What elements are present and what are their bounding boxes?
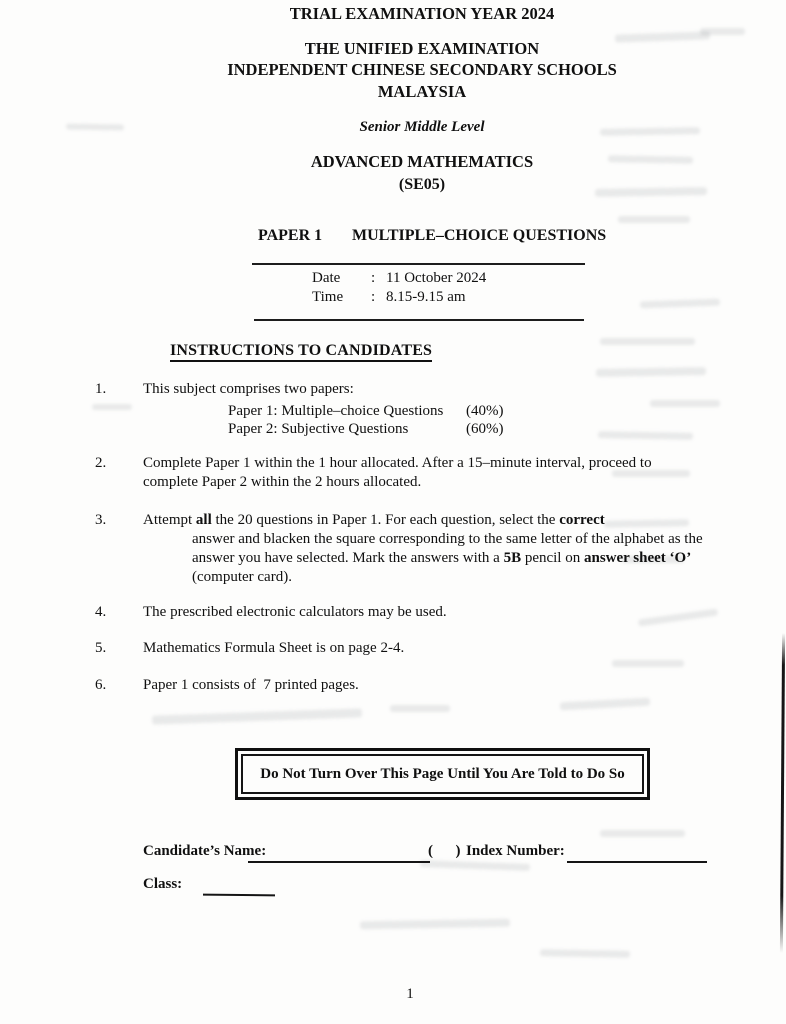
paper-number-label: PAPER 1 [258,227,323,244]
paper1-item: Paper 1: Multiple–choice Questions [228,403,444,419]
paper1-weight: (40%) [466,403,504,419]
instruction-3-line2: answer and blacken the square corresponding to the same letter of the alphabet as the [192,531,703,547]
instruction-2-line1: Complete Paper 1 within the 1 hour allocated. After a 15–minute interval, proceed to [143,455,652,471]
date-value: 11 October 2024 [386,270,487,286]
org-name-line1: THE UNIFIED EXAMINATION [304,39,540,58]
instruction-3-seg: answer you have selected. Mark the answers with a [192,550,504,566]
index-number-line [567,861,707,863]
instruction-5-text: Mathematics Formula Sheet is on page 2-4. [143,640,405,656]
instruction-3-seg-bold: correct [559,512,605,528]
bleedthrough-artifact [420,860,530,871]
candidate-name-line [248,861,430,863]
bleedthrough-artifact [360,919,510,930]
time-value: 8.15-9.15 am [386,289,466,305]
org-name-line2: INDEPENDENT CHINESE SECONDARY SCHOOLS [227,60,617,79]
paper2-weight: (60%) [466,421,504,437]
class-label: Class: [143,876,183,892]
instruction-3-seg: pencil on [521,550,584,566]
candidate-paren: ( ) [428,843,461,859]
instruction-5-number: 5. [95,640,107,656]
page-number: 1 [406,986,414,1002]
paper2-item: Paper 2: Subjective Questions [228,421,409,437]
bleedthrough-artifact [600,338,695,345]
bleedthrough-artifact [152,708,362,724]
instruction-3-seg: Attempt [143,512,196,528]
schedule-bottom-rule [254,319,584,321]
instruction-3-number: 3. [95,512,107,528]
bleedthrough-artifact [596,367,706,377]
bleedthrough-artifact [618,216,690,223]
instructions-heading-wrap [170,342,432,360]
bleedthrough-artifact [604,519,689,527]
bleedthrough-artifact [92,404,132,410]
scan-edge-line [780,633,785,953]
instruction-3-seg: the 20 questions in Paper 1. For each question, select the [211,512,560,528]
date-colon: : [371,270,376,286]
instruction-6-text: Paper 1 consists of 7 printed pages. [143,677,359,693]
subject-title: ADVANCED MATHEMATICS [310,152,534,171]
level-label: Senior Middle Level [359,119,485,135]
bleedthrough-artifact [638,608,718,626]
instruction-4-text: The prescribed electronic calculators may be used. [143,604,447,620]
candidate-name-label: Candidate’s Name: [143,843,267,859]
instruction-3-line4: (computer card). [192,569,292,585]
do-not-turn-over-box [235,748,650,800]
bleedthrough-artifact [640,299,720,309]
instruction-3-line3 [192,550,691,567]
instructions-heading: INSTRUCTIONS TO CANDIDATES [170,342,432,362]
exam-year-title: TRIAL EXAMINATION YEAR 2024 [289,4,555,23]
bleedthrough-artifact [650,400,720,407]
bleedthrough-artifact [560,698,650,711]
instruction-3-seg-bold: all [195,512,212,528]
instruction-3-seg-bold: answer sheet ‘O’ [583,550,692,566]
date-label: Date [312,270,341,286]
instruction-6-number: 6. [95,677,107,693]
org-name-line3: MALAYSIA [377,82,467,101]
schedule-top-rule [252,263,585,265]
instruction-3-line1 [143,512,605,529]
instruction-1-text: This subject comprises two papers: [143,381,354,397]
bleedthrough-artifact [612,660,684,667]
paper-type-label: MULTIPLE–CHOICE QUESTIONS [352,227,607,244]
instruction-2-line2: complete Paper 2 within the 2 hours allocated. [143,474,422,490]
bleedthrough-artifact [390,705,450,712]
instruction-3-seg-bold: 5B [503,550,522,566]
class-line [203,894,275,897]
time-colon: : [371,289,376,305]
bleedthrough-artifact [600,830,685,837]
subject-code: (SE05) [398,176,446,193]
instruction-1-number: 1. [95,381,107,397]
instruction-2-number: 2. [95,455,107,471]
time-label: Time [312,289,344,305]
index-number-label: Index Number: [466,843,565,859]
do-not-turn-over-text: Do Not Turn Over This Page Until You Are Told to Do So [241,754,644,794]
instruction-4-number: 4. [95,604,107,620]
bleedthrough-artifact [700,28,745,35]
bleedthrough-artifact [540,949,630,958]
bleedthrough-artifact [598,431,693,440]
